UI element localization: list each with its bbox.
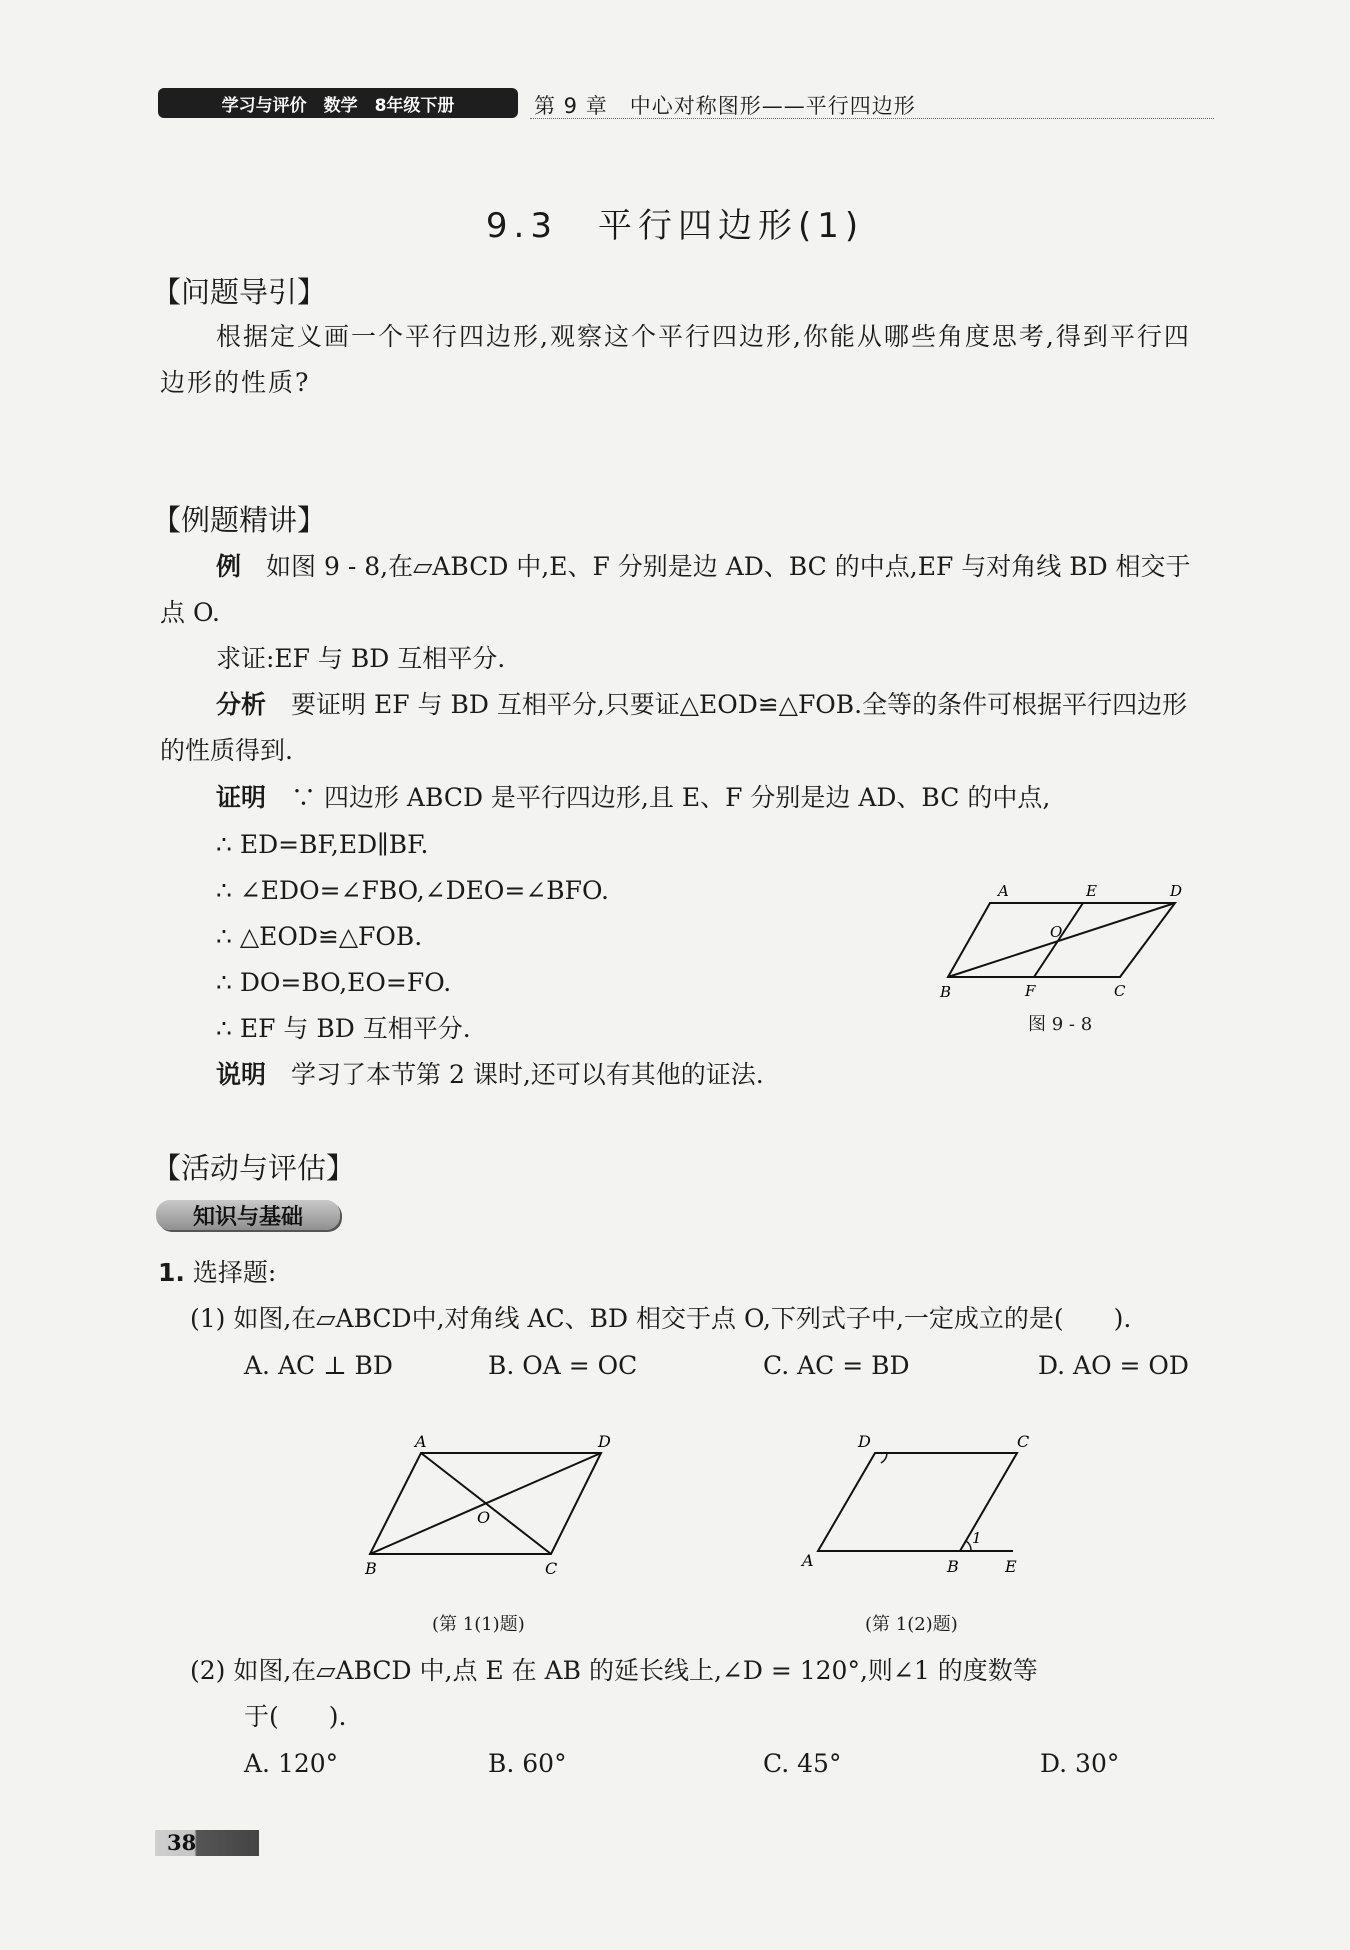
proof-line-4: ∴ △EOD≌△FOB. [216, 922, 423, 951]
figure-q1-2 [795, 1428, 1045, 1588]
intro-heading: 【问题导引】 [152, 275, 327, 309]
example-problem-block [160, 544, 1212, 636]
q1-label-b: B [365, 1559, 377, 1578]
figure-q1-2-caption: (第 1(2)题) [865, 1614, 958, 1635]
example-heading: 【例题精讲】 [152, 503, 327, 537]
proof-line-5: ∴ DO=BO,EO=FO. [216, 968, 452, 997]
example-problem: 如图 9 - 8,在▱ABCD 中,E、F 分别是边 AD、BC 的中点,EF 与对角线 BD 相交于点 O. [160, 552, 1191, 627]
book-header-badge [158, 88, 518, 118]
proof-line-1 [216, 775, 1050, 821]
q2-label-d: D [858, 1432, 871, 1451]
question-1-text: 选择题: [192, 1258, 277, 1287]
q2-label-e: E [1005, 1557, 1017, 1576]
knowledge-ribbon [156, 1200, 340, 1230]
label-c: C [1114, 982, 1126, 1000]
q1-label-d: D [598, 1432, 611, 1451]
page-number: 38 [167, 1830, 197, 1855]
angle-1-mark [966, 1541, 971, 1551]
proof-line-6: ∴ EF 与 BD 互相平分. [216, 1014, 471, 1043]
analysis-text: 要证明 EF 与 BD 互相平分,只要证△EOD≌△FOB.全等的条件可根据平行四边形的性质得到. [160, 690, 1188, 765]
sub1-choice-d: D. AO = OD [1038, 1351, 1189, 1380]
question-1 [158, 1250, 276, 1296]
question-1-number: 1. [158, 1258, 185, 1287]
chapter-header: 第 9 章 中心对称图形——平行四边形 [534, 94, 916, 118]
parallelogram-q1-2 [818, 1453, 1017, 1551]
ribbon-text: 知识与基础 [192, 1204, 303, 1230]
example-label: 例 [216, 552, 242, 581]
sub1-choice-c: C. AC = BD [763, 1351, 910, 1380]
angle-d-mark [881, 1453, 887, 1463]
proof-line-2: ∴ ED=BF,ED∥BF. [216, 830, 429, 859]
proof-label: 证明 [216, 783, 267, 812]
figure-q1-1-caption: (第 1(1)题) [432, 1614, 525, 1635]
label-a: A [998, 882, 1009, 900]
header-divider [530, 118, 1214, 119]
sub2-choice-a: A. 120° [244, 1749, 339, 1778]
q2-label-angle-1: 1 [972, 1529, 982, 1547]
figure-q1-1 [355, 1428, 625, 1588]
sub2-choice-b: B. 60° [488, 1749, 567, 1778]
figure-9-8-caption: 图 9 - 8 [1028, 1014, 1093, 1035]
q1-label-c: C [545, 1559, 558, 1578]
note-line [216, 1052, 764, 1098]
q1-label-o: O [477, 1508, 491, 1527]
q2-label-c: C [1017, 1432, 1030, 1451]
section-title: 9.3 平行四边形(1) [485, 206, 865, 246]
sub2-choice-d: D. 30° [1040, 1749, 1120, 1778]
sub1-choice-a: A. AC ⊥ BD [244, 1351, 393, 1380]
note-label: 说明 [216, 1060, 267, 1089]
label-e: E [1086, 882, 1097, 900]
sub-question-1: (1) 如图,在▱ABCD中,对角线 AC、BD 相交于点 O,下列式子中,一定成立的是( ). [190, 1304, 1132, 1333]
example-prove: 求证:EF 与 BD 互相平分. [216, 644, 506, 673]
label-d: D [1170, 882, 1183, 900]
analysis-label: 分析 [216, 690, 267, 719]
sub-question-2-line-1: (2) 如图,在▱ABCD 中,点 E 在 AB 的延长线上,∠D = 120°,则∠1 的度数等 [190, 1656, 1038, 1685]
activity-heading: 【活动与评估】 [152, 1151, 356, 1185]
proof-text-1: ∵ 四边形 ABCD 是平行四边形,且 E、F 分别是边 AD、BC 的中点, [291, 783, 1051, 812]
q1-label-a: A [415, 1432, 427, 1451]
label-f: F [1025, 982, 1036, 1000]
analysis-block [160, 682, 1212, 774]
book-header-text: 学习与评价 数学 8年级下册 [221, 95, 455, 116]
intro-text: 根据定义画一个平行四边形,观察这个平行四边形,你能从哪些角度思考,得到平行四边形的性质? [160, 322, 1191, 397]
proof-line-3: ∴ ∠EDO=∠FBO,∠DEO=∠BFO. [216, 876, 609, 905]
q2-label-b: B [947, 1557, 959, 1576]
sub-question-2-line-2: 于( ). [244, 1702, 347, 1731]
diagonal-bd-q1 [370, 1453, 601, 1554]
q2-label-a: A [802, 1551, 814, 1570]
label-b: B [940, 983, 952, 1000]
figure-9-8 [930, 880, 1200, 1000]
sub2-choice-c: C. 45° [763, 1749, 842, 1778]
sub1-choice-b: B. OA = OC [488, 1351, 638, 1380]
note-text: 学习了本节第 2 课时,还可以有其他的证法. [291, 1060, 764, 1089]
label-o: O [1050, 923, 1063, 941]
